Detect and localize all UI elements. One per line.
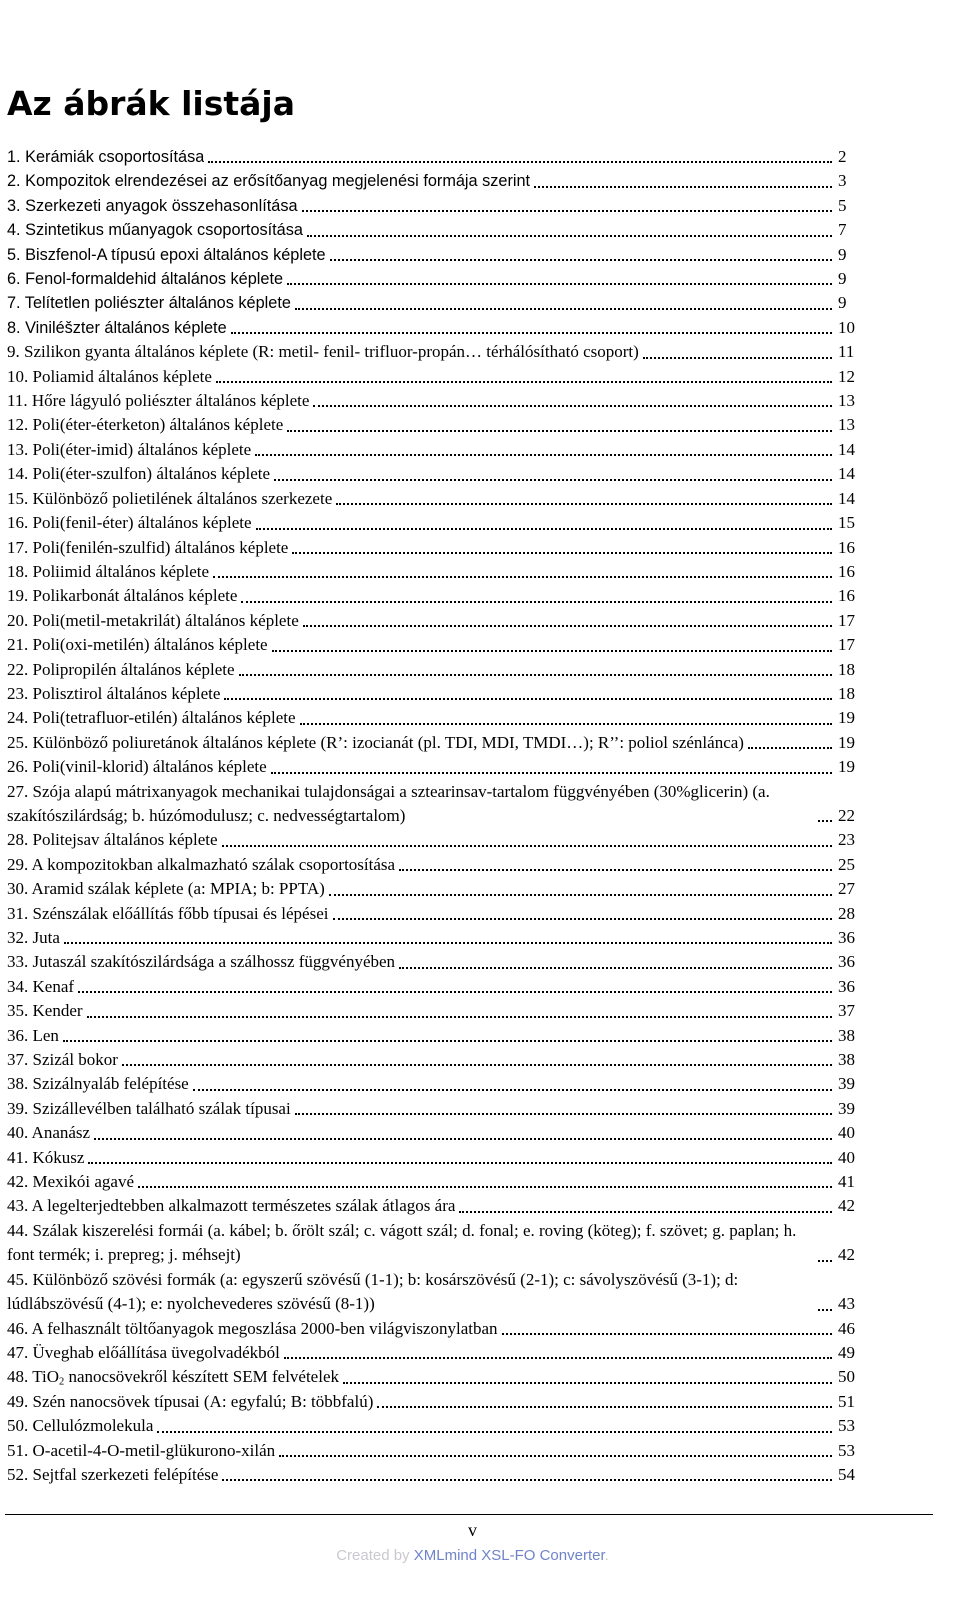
dot-leader [377,1405,832,1408]
toc-entry-page-number: 5 [838,195,847,215]
page-title: Az ábrák listája [7,84,295,123]
dot-leader [122,1063,832,1066]
dot-leader [287,429,832,432]
toc-entry-label [7,413,283,437]
toc-entry-page-number: 13 [838,415,855,435]
dot-leader [818,1308,832,1311]
dot-leader [302,209,832,212]
toc-entry-label-text: 12. Poli(éter-éterketon) általános képlete [7,415,284,435]
dot-leader [818,819,832,822]
toc-entry[interactable] [7,365,868,389]
watermark-prefix: Created by [336,1547,414,1564]
toc-entry[interactable] [7,560,868,584]
toc-entry-page-number: 49 [838,1342,855,1362]
toc-entry-label-text: 22. Polipropilén általános képlete [7,659,235,679]
toc-entry-page-number: 41 [838,1172,855,1192]
toc-entry-label-continuation: nanocsövekről készített SEM felvételek [64,1367,339,1387]
toc-entry-label-text: 45. Különböző szövési formák (a: egyszerű szövésű (1-1); b: kosárszövésű (2-1); c: sávolyszövésű (3-1); d: lúdlábszövésű (4-1); e: nyolchevederes szövésű (8-1)) [7,1269,739,1314]
toc-entry-label-text: 49. Szén nanocsövek típusai (A: egyfalú; B: többfalú) [7,1391,374,1411]
toc-entry-label-text: 37. Szizál bokor [7,1050,118,1070]
page-number: v [468,1520,477,1540]
toc-entry-label-text: 51. O-acetil-4-O-metil-glükurono-xilán [7,1440,276,1460]
toc-entry-page-number: 14 [838,439,855,459]
toc-entry-label [7,1341,280,1365]
toc-entry[interactable] [7,1146,868,1170]
dot-leader [292,551,832,554]
toc-entry-page-number: 18 [838,659,855,679]
toc-entry-label [7,926,60,950]
toc-entry-label-text: 30. Aramid szálak képlete (a: MPIA; b: PPTA) [7,879,325,899]
toc-entry[interactable] [7,413,868,437]
toc-entry[interactable] [7,755,868,779]
dot-leader [63,1039,832,1042]
dot-leader [213,575,832,578]
toc-entry-page-number: 36 [838,928,855,947]
toc-entry[interactable] [7,340,868,364]
toc-entry-label [7,1463,218,1487]
toc-entry-page-number: 40 [838,1147,855,1167]
toc-entry-label-text: 8. Viniléšzter általános képlete [7,318,227,337]
dot-leader [399,966,832,969]
toc-entry-subscript: 2 [58,1376,65,1388]
toc-entry-page-number: 50 [838,1367,855,1387]
toc-entry-label-text: 50. Cellulózmolekula [7,1416,154,1436]
toc-entry-page-number: 19 [838,708,855,728]
toc-entry-page-number: 3 [838,171,847,191]
toc-entry-label-text: 36. Len [7,1025,59,1045]
toc-entry-label-text: 7. Telítetlen poliészter általános képlete [7,294,291,313]
toc-entry-page-number: 36 [838,976,855,996]
toc-entry[interactable] [7,511,868,535]
toc-entry-page-number: 9 [838,269,847,289]
toc-entry-page-number: 27 [838,879,855,899]
dot-leader [64,941,832,944]
dot-leader [241,600,832,603]
toc-entry-label-text: 15. Különböző polietilének általános szerkezete [7,488,333,508]
toc-entry-page-number: 14 [838,464,855,484]
toc-entry-label-text: 43. A legelterjedtebben alkalmazott természetes szálak átlagos ára [7,1196,456,1216]
toc-entry-label-text: 16. Poli(fenil-éter) általános képlete [7,513,252,533]
dot-leader [284,1356,832,1359]
toc-entry-page-number: 18 [838,683,855,703]
toc-entry-label [7,706,296,730]
dot-leader [748,746,832,749]
toc-entry-label-text: 5. Biszfenol-A típusú epoxi általános képlete [7,245,326,264]
toc-entry-label [7,633,268,657]
toc-entry-label-text: 17. Poli(fenilén-szulfid) általános képlete [7,537,289,557]
toc-entry-label-text: 27. Szója alapú mátrixanyagok mechanikai tulajdonságai a sztearinsav-tartalom függvényében (30%glicerin) (a. szakítószilárdság; b. húzómodulusz; c. nedvességtartalom) [7,781,770,825]
toc-entry[interactable] [7,145,868,169]
toc-entry-page-number: 10 [838,317,855,337]
toc-entry-label [7,950,395,974]
dot-leader [224,697,832,700]
dot-leader [138,1185,832,1188]
toc-entry-page-number: 19 [838,732,855,752]
toc-entry-label [7,658,235,682]
toc-entry[interactable] [7,1170,868,1194]
dot-leader [193,1088,832,1091]
toc-entry-label [7,1317,498,1341]
toc-entry[interactable] [7,1365,868,1389]
toc-entry-label [7,243,326,267]
toc-entry[interactable] [7,218,868,242]
toc-entry-page-number: 46 [838,1318,855,1338]
toc-entry-page-number: 22 [838,805,855,825]
toc-entry-label-text: 6. Fenol-formaldehid általános képlete [7,270,284,289]
toc-entry[interactable] [7,1121,868,1145]
toc-entry[interactable] [7,169,868,193]
toc-entry-label-text: 40. Ananász [7,1123,91,1143]
toc-entry[interactable] [7,536,868,560]
toc-entry-label [7,560,209,584]
toc-entry-page-number: 9 [838,244,847,264]
toc-entry-label [7,731,744,755]
dot-leader [399,868,832,871]
dot-leader [818,1259,832,1262]
toc-entry-label-text: 34. Kenaf [7,976,75,996]
toc-entry-label [7,584,237,608]
dot-leader [279,1454,832,1457]
toc-entry-label [7,1146,84,1170]
toc-entry-label [7,1048,118,1072]
toc-entry-label-text: 11. Hőre lágyuló poliészter általános képlete [7,391,310,411]
dot-leader [303,624,832,627]
toc-entry-label [7,1024,59,1048]
toc-entry-label-text: 32. Juta [7,928,60,947]
toc-entry-label-text: 28. Politejsav általános képlete [7,830,218,850]
toc-entry-page-number: 28 [838,903,855,923]
toc-entry-page-number: 7 [838,220,847,240]
toc-entry[interactable] [7,1194,868,1218]
dot-leader [271,771,832,774]
dot-leader [208,160,832,163]
toc-entry[interactable] [7,999,868,1023]
toc-entry[interactable] [7,389,868,413]
toc-entry[interactable] [7,853,868,877]
dot-leader [336,502,832,505]
toc-entry[interactable] [7,1097,868,1121]
toc-entry-label [7,194,298,218]
toc-entry-page-number: 17 [838,635,855,655]
toc-entry-page-number: 14 [838,488,855,508]
toc-entry-label-text: 24. Poli(tetrafluor-etilén) általános képlete [7,708,296,728]
toc-entry-label [7,536,288,560]
toc-entry-page-number: 53 [838,1440,855,1460]
toc-entry-page-number: 16 [838,586,855,606]
toc-entry-page-number: 17 [838,610,855,630]
toc-entry-page-number: 39 [838,1098,855,1118]
toc-entry-label-text: 14. Poli(éter-szulfon) általános képlete [7,464,271,484]
watermark-suffix: . [604,1547,609,1564]
toc-entry[interactable] [7,658,868,682]
dot-leader [274,478,832,481]
dot-leader [231,331,832,334]
toc-entry-page-number: 38 [838,1025,855,1045]
toc-entry-label-text: 31. Szénszálak előállítás főbb típusai és lépései [7,903,329,923]
toc-entry[interactable] [7,243,868,267]
toc-entry-page-number: 12 [838,366,855,386]
toc-entry[interactable] [7,950,868,974]
toc-entry-page-number: 54 [838,1464,855,1484]
dot-leader [313,404,832,407]
toc-entry-page-number: 16 [838,537,855,557]
toc-entry-page-number: 37 [838,1001,855,1021]
toc-entry[interactable] [7,706,868,730]
toc-entry-label-text: 42. Mexikói agavé [7,1172,134,1192]
toc-entry-page-number: 42 [838,1196,855,1216]
toc-entry-label-text: 46. A felhasznált töltőanyagok megoszlása 2000-ben világviszonylatban [7,1318,498,1338]
toc-entry-label [7,975,74,999]
toc-entry-label [7,1439,275,1463]
toc-entry[interactable] [7,1219,868,1268]
toc-entry[interactable] [7,1390,868,1414]
dot-leader [300,722,832,725]
toc-entry-page-number: 15 [838,513,855,533]
toc-entry-label [7,1268,814,1317]
toc-entry-label-text: 52. Sejtfal szerkezeti felépítése [7,1464,219,1484]
toc-entry-label-text: 33. Jutaszál szakítószilárdsága a szálhossz függvényében [7,952,396,972]
toc-entry[interactable] [7,1439,868,1463]
toc-entry-label [7,487,332,511]
toc-entry[interactable] [7,731,868,755]
toc-entry-label [7,365,212,389]
toc-entry[interactable] [7,462,868,486]
toc-entry-page-number: 23 [838,830,855,850]
dot-leader [87,1015,832,1018]
toc-entry[interactable] [7,291,868,315]
toc-entry-label-text: 35. Kender [7,1001,83,1021]
toc-entry-page-number: 42 [838,1245,855,1265]
toc-entry[interactable] [7,975,868,999]
toc-entry-label [7,438,251,462]
toc-entry-page-number: 43 [838,1294,855,1314]
toc-entry-label-text: 4. Szintetikus műanyagok csoportosítása [7,221,303,240]
toc-entry-label [7,316,227,340]
dot-leader [295,1112,832,1115]
dot-leader [255,453,832,456]
toc-entry-label [7,1194,455,1218]
toc-entry-label [7,902,329,926]
toc-entry-page-number: 51 [838,1391,855,1411]
toc-entry-label [7,145,204,169]
converter-watermark [0,1546,945,1566]
toc-entry-label [7,682,220,706]
toc-entry[interactable] [7,682,868,706]
toc-entry-label [7,1365,339,1389]
toc-entry[interactable] [7,487,868,511]
toc-entry-label [7,291,291,315]
toc-entry[interactable] [7,1024,868,1048]
toc-entry-page-number: 9 [838,293,847,313]
toc-entry-page-number: 36 [838,952,855,972]
toc-entry-label-text: 48. TiO [7,1367,59,1387]
dot-leader [222,844,832,847]
dot-leader [330,258,832,261]
toc-entry[interactable] [7,584,868,608]
toc-entry-label-text: 44. Szálak kiszerelési formái (a. kábel; b. őrölt szál; c. vágott szál; d. fonal; e. roving (köteg); f. szövet; g. paplan; h. font termék; i. prepreg; j. méhsejt) [7,1220,797,1265]
toc-entry-page-number: 39 [838,1074,855,1094]
toc-entry-label [7,1097,291,1121]
dot-leader [343,1381,832,1384]
toc-entry-label-text: 9. Szilikon gyanta általános képlete (R: metil- fenil- trifluor-propán… térhálósítható csoport) [7,342,639,362]
toc-entry-label-text: 3. Szerkezeti anyagok összehasonlítása [7,196,298,215]
list-of-figures [7,145,868,1487]
toc-entry[interactable] [7,438,868,462]
dot-leader [502,1332,832,1335]
toc-entry-page-number: 53 [838,1416,855,1436]
toc-entry-page-number: 19 [838,757,855,777]
toc-entry-label [7,267,283,291]
dot-leader [534,185,832,188]
toc-entry-label [7,1390,373,1414]
toc-entry-label [7,1219,814,1268]
toc-entry-label [7,780,814,829]
toc-entry[interactable] [7,609,868,633]
toc-entry[interactable] [7,902,868,926]
toc-entry-label-text: 13. Poli(éter-imid) általános képlete [7,439,252,459]
toc-entry[interactable] [7,780,868,829]
toc-entry-label [7,828,218,852]
toc-entry-label-text: 18. Poliimid általános képlete [7,561,210,581]
dot-leader [272,649,832,652]
toc-entry-label [7,853,395,877]
dot-leader [643,356,832,359]
toc-entry-label-text: 23. Polisztirol általános képlete [7,683,221,703]
toc-entry-label [7,462,270,486]
dot-leader [78,990,832,993]
toc-entry[interactable] [7,316,868,340]
toc-entry[interactable] [7,926,868,950]
toc-entry-label-text: 10. Poliamid általános képlete [7,366,212,386]
dot-leader [239,673,832,676]
toc-entry[interactable] [7,1048,868,1072]
footer-divider [5,1514,933,1515]
toc-entry-label-text: 25. Különböző poliuretánok általános képlete (R’: izocianát (pl. TDI, MDI, TMDI…); R’’: poliol szénlánca) [7,732,744,752]
watermark-brand-link[interactable]: XMLmind XSL-FO Converter [413,1547,605,1564]
dot-leader [287,282,832,285]
toc-entry-page-number: 25 [838,854,855,874]
toc-entry-label [7,340,639,364]
toc-entry-label-text: 29. A kompozitokban alkalmazható szálak csoportosítása [7,854,396,874]
toc-entry[interactable] [7,633,868,657]
toc-entry-label-text: 38. Szizálnyaláb felépítése [7,1074,189,1094]
toc-entry-label [7,1121,90,1145]
dot-leader [94,1137,832,1140]
toc-entry[interactable] [7,877,868,901]
toc-entry[interactable] [7,1414,868,1438]
dot-leader [157,1430,832,1433]
toc-entry-label [7,389,309,413]
toc-entry-label-text: 39. Szizállevélben található szálak típusai [7,1098,291,1118]
toc-entry-label [7,1170,134,1194]
dot-leader [216,380,832,383]
toc-entry-label-text: 2. Kompozitok elrendezései az erősítőanyag megjelenési formája szerint [7,172,531,191]
dot-leader [307,234,832,237]
toc-entry-label [7,609,299,633]
toc-entry-label [7,755,267,779]
toc-entry-page-number: 40 [838,1123,855,1143]
toc-entry-label [7,1414,153,1438]
toc-entry-label [7,511,252,535]
toc-entry-label [7,1072,189,1096]
dot-leader [222,1478,832,1481]
toc-entry-label-text: 47. Üveghab előállítása üvegolvadékból [7,1342,280,1362]
toc-entry-label-text: 1. Kerámiák csoportosítása [7,148,205,166]
dot-leader [295,307,832,310]
toc-entry-label [7,169,530,193]
toc-entry-page-number: 2 [838,147,847,166]
toc-entry[interactable] [7,267,868,291]
toc-entry[interactable] [7,194,868,218]
toc-entry[interactable] [7,1463,868,1487]
toc-entry[interactable] [7,1341,868,1365]
toc-entry-label [7,999,83,1023]
dot-leader [329,893,832,896]
toc-entry-page-number: 38 [838,1050,855,1070]
toc-entry-label-text: 20. Poli(metil-metakrilát) általános képlete [7,610,299,630]
dot-leader [88,1161,832,1164]
toc-entry-label-text: 19. Polikarbonát általános képlete [7,586,238,606]
dot-leader [256,527,832,530]
toc-entry-label [7,218,303,242]
toc-entry[interactable] [7,1317,868,1341]
toc-entry-label-text: 26. Poli(vinil-klorid) általános képlete [7,757,267,777]
toc-entry[interactable] [7,828,868,852]
dot-leader [333,917,833,920]
toc-entry-label-text: 41. Kókusz [7,1147,85,1167]
toc-entry-page-number: 11 [838,342,855,362]
toc-entry-page-number: 16 [838,561,855,581]
dot-leader [459,1210,832,1213]
toc-entry[interactable] [7,1268,868,1317]
toc-entry-label-text: 21. Poli(oxi-metilén) általános képlete [7,635,268,655]
toc-entry[interactable] [7,1072,868,1096]
toc-entry-page-number: 13 [838,391,855,411]
toc-entry-label [7,877,325,901]
